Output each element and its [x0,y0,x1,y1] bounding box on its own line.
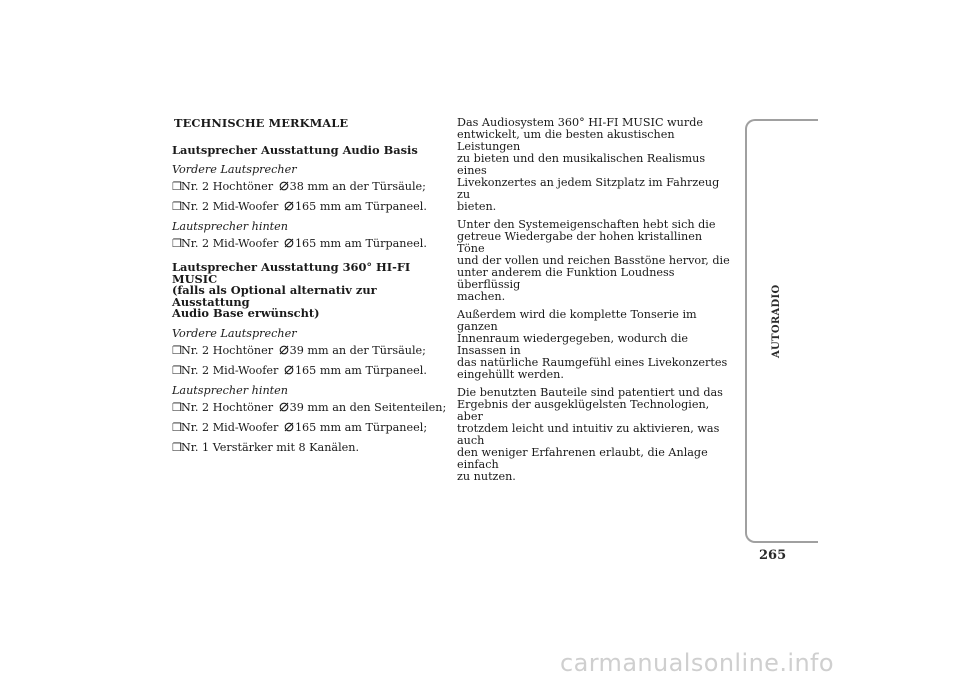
checkbox-square-icon: ❐ [172,180,182,193]
right-column [457,117,733,489]
list-item: ❐Nr. 2 Mid-Woofer 165 mm am Türpaneel. [172,237,427,250]
paragraph: Das Audiosystem 360° HI-FI MUSIC wurde entwickelt, um die besten akustischen Leistungen zu bieten und den musikalischen Realismus eines Livekonzertes an jedem Sitzplatz im Fahrzeug zu bieten. [457,116,720,213]
list-item: ❐Nr. 2 Hochtöner 38 mm an der Türsäule; [172,180,426,193]
checkbox-square-icon: ❐ [172,237,182,250]
section1-title: Lautsprecher Ausstattung Audio Basis [172,143,418,157]
section-heading: TECHNISCHE MERKMALE [174,116,349,130]
checkbox-square-icon: ❐ [172,343,182,357]
list-item: ❐Nr. 2 Mid-Woofer 165 mm am Türpaneel. [172,200,427,213]
section2-front-label: Vordere Lautsprecher [172,326,297,340]
checkbox-square-icon: ❐ [172,363,182,377]
section1-rear-label: Lautsprecher hinten [172,220,288,233]
list-item: ❐Nr. 2 Hochtöner 39 mm an den Seitenteilen; [172,400,447,414]
section1-front-label: Vordere Lautsprecher [172,163,297,176]
page-number: 265 [759,548,787,563]
checkbox-square-icon: ❐ [172,200,182,213]
checkbox-square-icon: ❐ [172,400,182,414]
diameter-icon [279,402,289,412]
list-item: ❐Nr. 1 Verstärker mit 8 Kanälen. [172,440,360,454]
paragraph: Außerdem wird die komplette Tonserie im ganzen Innenraum wiedergegeben, wodurch die Insassen in das natürliche Raumgefühl eines Livekonzertes eingehüllt werden. [457,308,728,381]
watermark: carmanualsonline.info [560,649,834,677]
list-item: ❐Nr. 2 Mid-Woofer 165 mm am Türpaneel. [172,363,427,377]
diameter-icon [284,422,294,432]
paragraph: Unter den Systemeigenschaften hebt sich die getreue Wiedergabe der hohen kristallinen Töne und der vollen und reichen Basstöne hervor, die unter anderem die Funktion Loudness überflüssig machen. [457,218,730,303]
diameter-icon [279,181,289,191]
section2-title: Lautsprecher Ausstattung 360° HI-FI MUSIC (falls als Optional alternativ zur Ausstattung Audio Base erwünscht) [172,260,411,320]
diameter-icon [284,238,294,248]
list-item: ❐Nr. 2 Mid-Woofer 165 mm am Türpaneel; [172,420,428,434]
checkbox-square-icon: ❐ [172,420,182,434]
diameter-icon [279,345,289,355]
diameter-icon [284,365,294,375]
checkbox-square-icon: ❐ [172,440,182,454]
list-item: ❐Nr. 2 Hochtöner 39 mm an der Türsäule; [172,343,426,357]
diameter-icon [284,201,294,211]
left-column [172,116,447,462]
paragraph: Die benutzten Bauteile sind patentiert und das Ergebnis der ausgeklügelsten Technologien, aber trotzdem leicht und intuitiv zu aktivieren, was auch den weniger Erfahrenen erlaubt, die Anlage einfach zu nutzen. [457,386,723,483]
section-tab-label: AUTORADIO [771,284,782,358]
section2-rear-label: Lautsprecher hinten [172,383,288,397]
